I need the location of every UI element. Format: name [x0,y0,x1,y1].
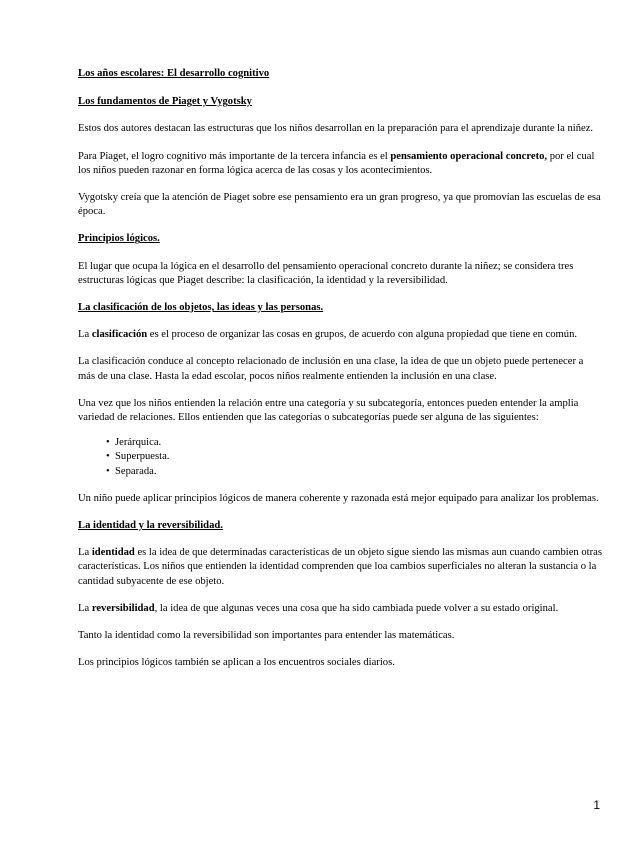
bold-term: pensamiento operacional concreto, [390,150,548,162]
paragraph [78,546,602,589]
bold-term: reversibilidad [91,602,155,614]
paragraph [78,150,602,178]
section-heading-fundamentos: Los fundamentos de Piaget y Vygotsky [78,96,252,108]
paragraph: Un niño puede aplicar principios lógicos de manera coherente y razonada está mejor equipado para analizar los problemas. [78,492,599,504]
list-item [106,436,602,450]
paragraph-text: Para Piaget, el logro cognitivo más importante de la tercera infancia es el [78,150,391,162]
bullet-icon: • [106,465,110,477]
document-content [78,67,602,683]
bullet-icon: • [106,451,110,463]
paragraph-text: es la idea de que determinadas características de un objeto sigue siendo las mismas aun cuando cambien otras características. Los niños que entienden la identidad comprenden que loa cambios superficiales no alteran la sustancia o la cantidad subyacente de ese objeto. [78,547,602,587]
bold-term: clasificación [91,329,148,341]
paragraph-text: por el cual los niños pueden razonar en forma lógica acerca de las cosas y los acontecimientos. [78,150,595,176]
section-heading-clasificacion: La clasificación de los objetos, las ideas y las personas. [78,302,324,314]
paragraph-text: La [78,547,92,559]
section-heading-identidad: La identidad y la reversibilidad. [78,520,223,532]
document-title: Los años escolares: El desarrollo cognitivo [78,68,270,79]
paragraph: La clasificación conduce al concepto relacionado de inclusión en una clase, la idea de que un objeto puede pertenecer a más de una clase. Hasta la edad escolar, pocos niños realmente entienden la inclusión en una clase. [78,356,584,382]
list-item-text: Jerárquica. [115,437,162,449]
list-item-text: Superpuesta. [115,451,170,463]
paragraph-text: La [78,602,92,614]
paragraph-text: es el proceso de organizar las cosas en grupos, de acuerdo con alguna propiedad que tiene en común. [147,329,578,341]
list-item [106,465,602,479]
paragraph: Los principios lógicos también se aplican a los encuentros sociales diarios. [78,657,395,669]
paragraph-text: , la idea de que algunas veces una cosa que ha sido cambiada puede volver a su estado original. [154,602,559,614]
list-item-text: Separada. [115,465,157,477]
list-item [106,450,602,464]
paragraph [78,602,602,616]
paragraph: Una vez que los niños entienden la relación entre una categoría y su subcategoría, entonces pueden entender la amplia variedad de relaciones. Ellos entienden que las categorías o subcategorías puede ser alguna de las siguientes: [78,397,579,424]
paragraph: Tanto la identidad como la reversibilidad son importantes para entender las matemáticas. [78,630,455,642]
paragraph [78,328,602,342]
paragraph: Vygotsky creía que la atención de Piaget sobre ese pensamiento era un gran progreso, ya que promovían las escuelas de esa época. [78,192,601,218]
page-number: 1 [593,798,600,812]
section-heading-principios: Principios lógicos. [78,233,160,245]
paragraph: El lugar que ocupa la lógica en el desarrollo del pensamiento operacional concreto durante la niñez; se considera tres estructuras lógicas que Piaget describe: la clasificación, la identidad y la reversibilidad. [78,260,574,286]
paragraph: Estos dos autores destacan las estructuras que los niños desarrollan en la preparación para el aprendizaje durante la niñez. [78,123,594,135]
bold-term: identidad [91,547,135,559]
bullet-icon: • [106,437,110,449]
paragraph-text: La [78,329,92,341]
bullet-list [106,436,602,479]
